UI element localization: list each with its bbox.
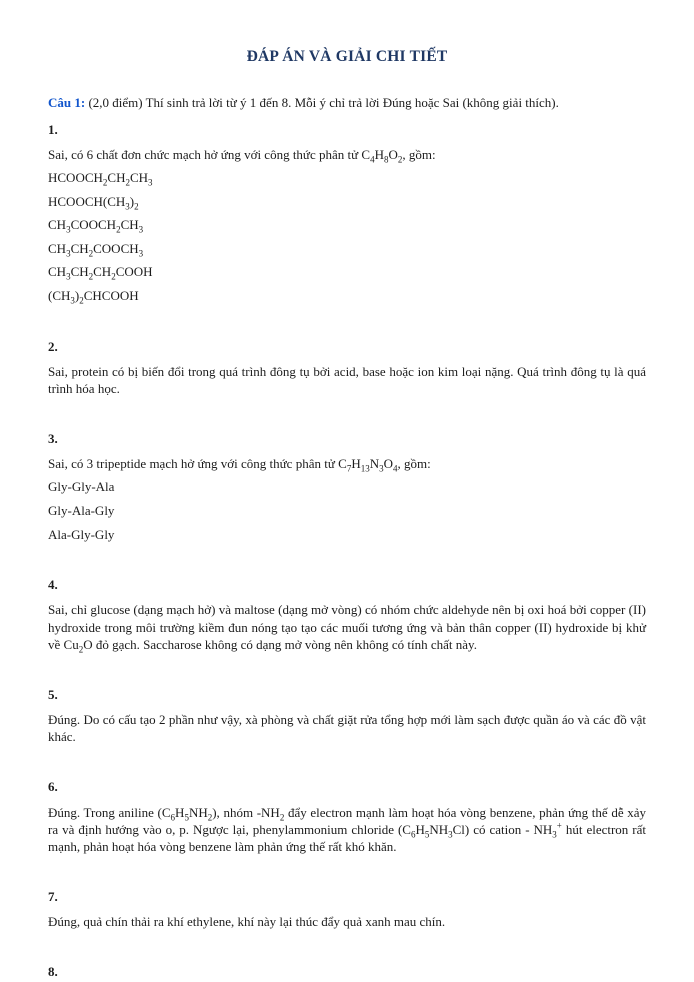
answer-number: 8. (48, 964, 58, 980)
answer-section-3 (48, 430, 646, 543)
answer-number: 2. (48, 338, 58, 354)
formula-list (48, 170, 646, 305)
answer-text: Đúng. Do có cấu tạo 2 phần như vậy, xà phòng và chất giặt rửa tổng hợp mới làm sạch được quần áo và các đồ vật khác. (48, 712, 646, 745)
formula-line: $CH_3CH_2CH_2COOH$ (48, 264, 153, 283)
answer-section-5 (48, 686, 646, 745)
answer-number: 1. (48, 121, 58, 137)
answer-number: 7. (48, 889, 58, 905)
answer-text: Sai, chỉ glucose (dạng mạch hở) và maltose (dạng mở vòng) có nhóm chức aldehyde nên bị oxi hoá bởi copper (II) hydroxide trong môi trường kiềm đun nóng tạo tạo các muối tương ứng và bản thân copper (II) hydroxide bị khử về $Cu_2O$ đỏ gạch. Saccharose không có dạng mở vòng nên không có tính chất này. (48, 602, 646, 655)
answer-section-1 (48, 121, 646, 305)
answer-section-7 (48, 888, 646, 930)
answer-number: 4. (48, 577, 58, 593)
answer-section-2 (48, 338, 646, 397)
question-label: Câu 1: (48, 95, 86, 111)
formula-line: $(CH_3)_2CHCOOH$ (48, 288, 139, 306)
answer-text: Đúng, quả chín thải ra khí ethylene, khí này lại thúc đẩy quả xanh mau chín. (48, 914, 446, 930)
formula-line: Ala-Gly-Gly (48, 526, 115, 542)
answer-section-6 (48, 778, 646, 855)
answer-section-4 (48, 576, 646, 653)
answer-number: 6. (48, 779, 58, 795)
formula-line: $CH_3CH_2COOCH_3$ (48, 240, 144, 259)
answer-text: Sai, protein có bị biến đổi trong quá trình đông tụ bởi acid, base hoặc ion kim loại nặng. Quá trình đông tụ là quá trình hóa học. (48, 363, 646, 396)
answer-section-8 (48, 963, 646, 980)
question-intro-text: (2,0 điểm) Thí sinh trả lời từ ý 1 đến 8. Mỗi ý chỉ trả lời Đúng hoặc Sai (không giải thích). (88, 95, 559, 111)
answer-text: Sai, có 6 chất đơn chức mạch hở ứng với công thức phân tử $C_4H_8O_2$, gồm: (48, 146, 436, 165)
answer-text: Sai, có 3 tripeptide mạch hở ứng với công thức phân tử $C_7H_{13}N_3O_4$, gồm: (48, 456, 431, 474)
answer-number: 3. (48, 431, 58, 447)
answer-number: 5. (48, 686, 58, 702)
formula-line: Gly-Ala-Gly (48, 503, 115, 519)
formula-line: $HCOOCH(CH_3)_2$ (48, 193, 139, 212)
question-intro (48, 94, 646, 111)
formula-line: Gly-Gly-Ala (48, 479, 115, 495)
formula-line: $CH_3COOCH_2CH_3$ (48, 217, 144, 235)
answer-text: Đúng. Trong aniline $(C_6H_5NH_2)$, nhóm $-NH_2$ đẩy electron mạnh làm hoạt hóa vòng benzene, phản ứng thế dễ xảy ra và định hướng vào o, p. Ngược lại, phenylammonium chloride $(C_6H_5NH_3Cl)$ có cation - $NH_3^+$ hút electron rất mạnh, phản hoạt hóa vòng benzene làm phản ứng thế rất khó khăn. (48, 804, 647, 854)
formula-list (48, 479, 646, 543)
page-title: ĐÁP ÁN VÀ GIẢI CHI TIẾT (246, 48, 448, 65)
formula-line: $HCOOCH_2CH_2CH_3$ (48, 169, 153, 188)
